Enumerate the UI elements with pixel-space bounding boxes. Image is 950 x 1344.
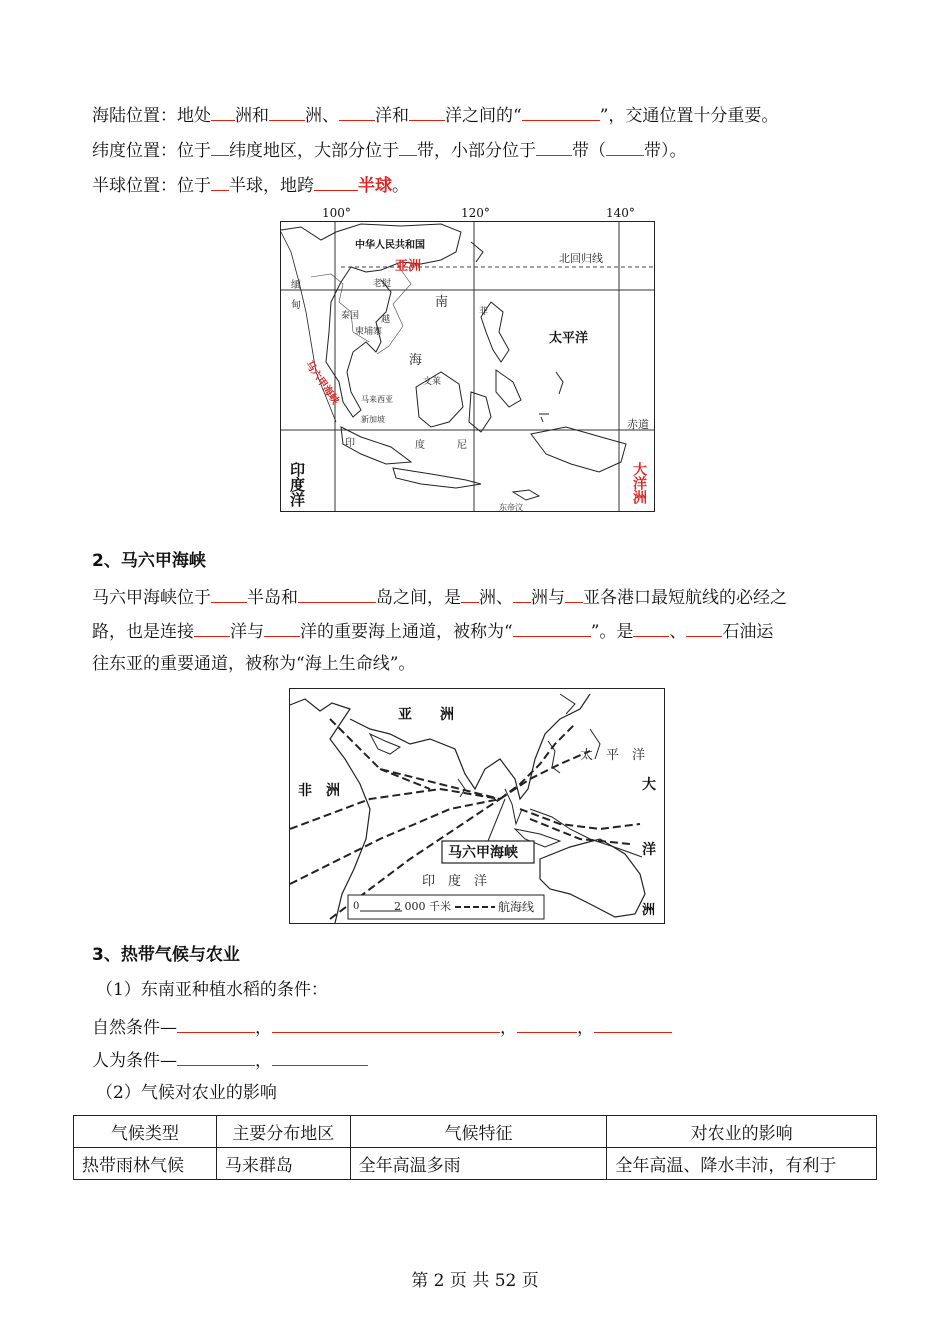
thailand-label: 泰国	[341, 311, 360, 321]
asia-label: 亚 洲	[398, 707, 454, 723]
oceania-label: 大洋洲	[631, 462, 647, 504]
lon-100-top: 100°	[322, 206, 351, 220]
myanmar-a-label: 缅	[291, 280, 301, 291]
singapore-label: 新加坡	[361, 415, 385, 424]
malacca-paragraph-line-2: 路，也是连接 洋与 洋的重要海上通道，被称为“ ”。是 、 石油运	[92, 618, 773, 644]
malaysia-label: 马来西亚	[361, 395, 393, 404]
indian-ocean-label: 印度洋	[288, 462, 306, 507]
malacca-strait-map	[289, 688, 665, 924]
blank[interactable]	[269, 102, 305, 121]
malacca-label: 马六甲海峡	[302, 359, 341, 407]
human-conditions-line: 人为条件— ，	[92, 1047, 368, 1073]
pacific-label: 太 平 洋	[580, 748, 646, 763]
table-cell: 热带雨林气候	[74, 1148, 217, 1180]
blank[interactable]	[565, 584, 583, 603]
table-header-cell: 对农业的影响	[607, 1116, 877, 1148]
blank[interactable]	[513, 584, 531, 603]
blank[interactable]	[298, 584, 376, 603]
rice-conditions-subtitle: （1）东南亚种植水稻的条件：	[96, 980, 328, 1000]
table-row	[74, 1148, 877, 1180]
blank[interactable]	[211, 584, 247, 603]
blank[interactable]	[177, 1014, 255, 1033]
malacca-label: 马六甲海峡	[448, 845, 518, 861]
africa-label: 非 洲	[298, 783, 340, 799]
climate-agriculture-table	[73, 1115, 877, 1180]
blank[interactable]	[211, 137, 229, 156]
latitude-position-line: 纬度位置：位于 纬度地区，大部分位于 带，小部分位于 带（ 带）。	[92, 137, 687, 163]
blank[interactable]	[211, 172, 229, 191]
southeast-asia-map	[280, 221, 655, 512]
blank[interactable]	[399, 137, 417, 156]
blank[interactable]	[461, 584, 479, 603]
table-header-cell: 气候类型	[74, 1116, 217, 1148]
hai-label: 海	[409, 353, 423, 368]
climate-impact-subtitle: （2）气候对农业的影响	[96, 1083, 277, 1103]
vietnam-label: 越	[381, 315, 391, 325]
blank[interactable]	[522, 102, 600, 121]
blank[interactable]	[339, 102, 375, 121]
section-2-title: 2、马六甲海峡	[92, 551, 206, 571]
blank[interactable]	[594, 1014, 672, 1033]
indian-ocean-label: 印 度 洋	[422, 874, 488, 889]
cambodia-label: 柬埔寨	[355, 327, 383, 337]
east-timor-label: 东帝汶	[499, 503, 523, 511]
myanmar-b-label: 甸	[291, 300, 301, 311]
yang-label: 洋	[642, 842, 656, 858]
blank[interactable]	[633, 618, 669, 637]
da-label: 大	[642, 777, 656, 793]
route-legend-label: 航海线	[498, 900, 535, 914]
blank[interactable]	[409, 102, 445, 121]
du-label: 度	[415, 440, 425, 451]
tropic-label: 北回归线	[559, 252, 603, 265]
blank[interactable]	[517, 1014, 577, 1033]
table-header-cell: 气候特征	[350, 1116, 607, 1148]
pacific-label: 太平洋	[549, 331, 589, 346]
malacca-paragraph-line-1: 马六甲海峡位于 半岛和 岛之间，是 洲、 洲与 亚各港口最短航线的必经之	[92, 584, 787, 610]
blank[interactable]	[264, 618, 300, 637]
scale-label: 2 000 千米	[394, 900, 451, 913]
section-3-title: 3、热带气候与农业	[92, 945, 240, 965]
blank[interactable]	[194, 618, 230, 637]
table-header-cell: 主要分布地区	[216, 1116, 350, 1148]
blank[interactable]	[314, 172, 358, 191]
table-cell: 马来群岛	[216, 1148, 350, 1180]
blank[interactable]	[272, 1047, 368, 1066]
table-cell: 全年高温多雨	[350, 1148, 607, 1180]
laos-label: 老挝	[373, 279, 392, 289]
blank[interactable]	[686, 618, 722, 637]
blank[interactable]	[606, 137, 644, 156]
blank[interactable]	[272, 1014, 500, 1033]
yin-label: 印	[345, 438, 355, 449]
china-label: 中华人民共和国	[355, 240, 425, 251]
lon-140-top: 140°	[606, 206, 635, 220]
sea-land-position-line: 海陆位置：地处 洲和 洲、 洋和 洋之间的“ ”，交通位置十分重要。	[92, 102, 778, 128]
nan-label: 南	[435, 295, 449, 310]
lon-120-top: 120°	[461, 206, 490, 220]
scale-zero: 0	[353, 901, 360, 912]
ni-label: 尼	[457, 440, 467, 451]
page-footer: 第 2 页 共 52 页	[411, 1271, 539, 1291]
asia-label: 亚洲	[395, 259, 422, 274]
blank[interactable]	[211, 102, 235, 121]
brunei-label: 文莱	[423, 377, 442, 387]
table-cell: 全年高温、降水丰沛，有利于	[607, 1148, 877, 1180]
malacca-paragraph-line-3: 往东亚的重要通道，被称为“海上生命线”。	[92, 654, 416, 674]
blank[interactable]	[177, 1047, 255, 1066]
blank[interactable]	[513, 618, 591, 637]
zhou-label: 洲	[642, 903, 656, 918]
philippines-label: 菲	[479, 307, 489, 317]
equator-label: 赤道	[627, 418, 649, 431]
table-header-row	[74, 1116, 877, 1148]
blank[interactable]	[536, 137, 572, 156]
hemisphere-position-line: 半球位置：位于 半球，地跨 半球。	[92, 172, 409, 198]
natural-conditions-line: 自然条件— ， ， ，	[92, 1014, 672, 1040]
